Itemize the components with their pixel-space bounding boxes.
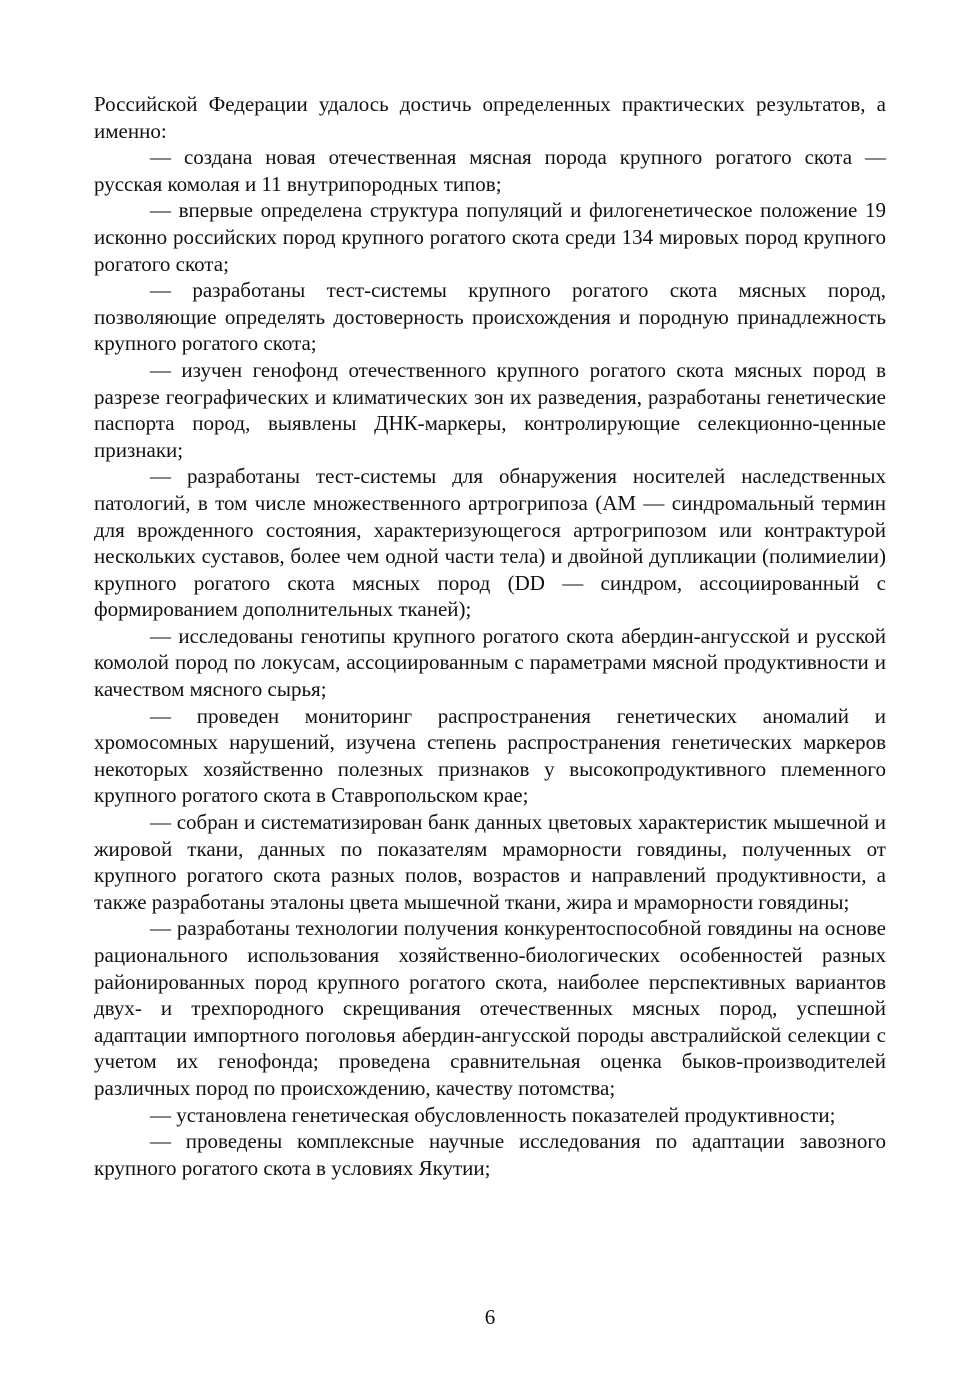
list-item: — проведены комплексные научные исследования по адаптации завозного крупного рогатого скота в условиях Якутии; [94, 1129, 886, 1180]
list-item: — проведен мониторинг распространения генетических аномалий и хромосомных нарушений, изучена степень распространения генетических маркеров некоторых хозяйственно полезных признаков у высокопродуктивного племенного крупного рогатого скота в Ставропольском крае; [94, 703, 886, 808]
list-item: — собран и систематизирован банк данных цветовых характеристик мышечной и жировой ткани, данных по показателям мраморности говядины, полученных от крупного рогатого скота разных полов, возрастов и направлений продуктивности, а также разработаны эталоны цвета мышечной ткани, жира и мраморности говядины; [94, 810, 886, 914]
list-item: — разработаны технологии получения конкурентоспособной говядины на основе рационального использования хозяйственно-биологических особенностей разных районированных пород крупного рогатого скота, наиболее перспективных вариантов двух- и трехпородного скрещивания отечественных мясных пород, успешной адаптации импортного поголовья абердин-ангусской породы австралийской селекции с учетом их генофонда; проведена сравнительная оценка быков-производителей различных пород по происхождению, качеству потомства; [94, 916, 886, 1100]
paragraph-intro: Российской Федерации удалось достичь определенных практических результатов, а именно: [94, 92, 886, 143]
list-item: — создана новая отечественная мясная порода крупного рогатого скота — русская комолая и 11 внутрипородных типов; [94, 145, 886, 196]
list-item: — впервые определена структура популяций и филогенетическое положение 19 исконно российских пород крупного рогатого скота среди 134 мировых пород крупного рогатого скота; [94, 198, 886, 276]
page-number: 6 [484, 1305, 496, 1329]
list-item: — установлена генетическая обусловленность показателей продуктивности; [150, 1102, 836, 1127]
document-page [94, 91, 886, 1181]
list-item: — разработаны тест-системы для обнаружения носителей наследственных патологий, в том числе множественного артрогрипоза (АМ — синдромальный термин для врожденного состояния, характеризующегося артрогрипозом или контрактурой нескольких суставов, более чем одной части тела) и двойной дупликации (полимиелии) крупного рогатого скота мясных пород (DD — синдром, ассоциированный с формированием дополнительных тканей); [94, 464, 886, 622]
list-item: — исследованы генотипы крупного рогатого скота абердин-ангусской и русской комолой пород по локусам, ассоциированным с параметрами мясной продуктивности и качеством мясного сырья; [94, 623, 886, 702]
list-item: — изучен генофонд отечественного крупного рогатого скота мясных пород в разрезе географических и климатических зон их разведения, разработаны генетические паспорта пород, выявлены ДНК-маркеры, контролирующие селекционно-ценные признаки; [94, 357, 886, 462]
list-item: — разработаны тест-системы крупного рогатого скота мясных пород, позволяющие определять достоверность происхождения и породную принадлежность крупного рогатого скота; [94, 278, 886, 356]
